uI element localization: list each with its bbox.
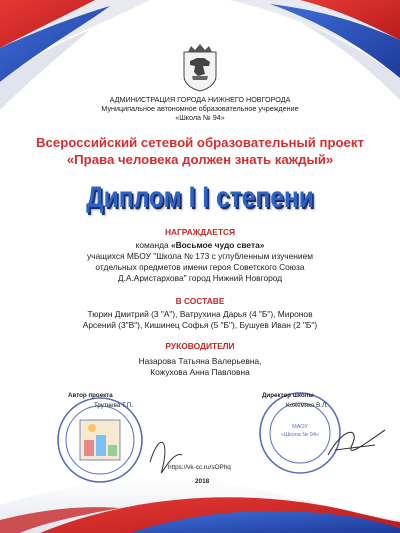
leaders-line-1: Назарова Татьяна Валерьевна,	[138, 356, 262, 366]
team-line	[0, 240, 400, 251]
admin-line-2: Муниципальное автономное образовательное учреждение	[101, 104, 299, 113]
author-label: Автор проекта	[68, 392, 113, 399]
coat-of-arms-icon	[184, 44, 216, 91]
director-label: Директор школы	[262, 392, 314, 399]
project-link[interactable]: https://vk-cc.ru/sOPhq	[168, 464, 231, 471]
leaders-heading: РУКОВОДИТЕЛИ	[165, 341, 235, 351]
team-name: «Восьмое чудо света»	[170, 240, 265, 250]
members-body	[0, 309, 400, 331]
year: 2018	[195, 478, 210, 485]
awarded-line-3: Д.А.Аристархова" город Нижний Новгород	[117, 273, 283, 283]
team-prefix: команда	[135, 240, 169, 250]
project-line-1: Всероссийский сетевой образовательный проект	[36, 135, 364, 150]
project-line-2: «Права человека должен знать каждый»	[66, 152, 334, 167]
administration-header	[0, 95, 400, 122]
svg-text:«Школа № 94»: «Школа № 94»	[281, 432, 319, 438]
project-title	[0, 134, 400, 168]
awarded-line-1: учащихся МБОУ "Школа № 173 с углубленным изучением	[86, 251, 314, 261]
members-heading: В СОСТАВЕ	[175, 296, 225, 306]
admin-line-3: «Школа № 94»	[175, 113, 225, 122]
admin-line-1: АДМИНИСТРАЦИЯ ГОРОДА НИЖНЕГО НОВГОРОДА	[109, 95, 291, 104]
awarded-body	[0, 240, 400, 284]
members-line-1: Тюрин Дмитрий (3 "А"), Ватрухина Дарья (4 "Б"), Миронов	[87, 309, 313, 319]
author-name: Трутнева Т.П.	[94, 402, 133, 409]
members-line-2: Арсений (3"В"), Кишинец Софья (5 "Б"), Бушуев Иван (2 "Б")	[82, 320, 318, 330]
leaders-body	[0, 356, 400, 378]
awarded-heading: НАГРАЖДАЕТСЯ	[164, 227, 236, 237]
stamp-left	[58, 398, 142, 482]
awarded-line-2: отдельных предметов имени героя Советского Союза	[95, 262, 305, 272]
leaders-line-2: Кожухова Анна Павловна	[150, 367, 250, 377]
director-name: Кожемяко В.Л.	[286, 402, 328, 409]
svg-text:МАОУ: МАОУ	[292, 424, 308, 430]
diploma-title: Диплом I I степени	[86, 181, 314, 214]
